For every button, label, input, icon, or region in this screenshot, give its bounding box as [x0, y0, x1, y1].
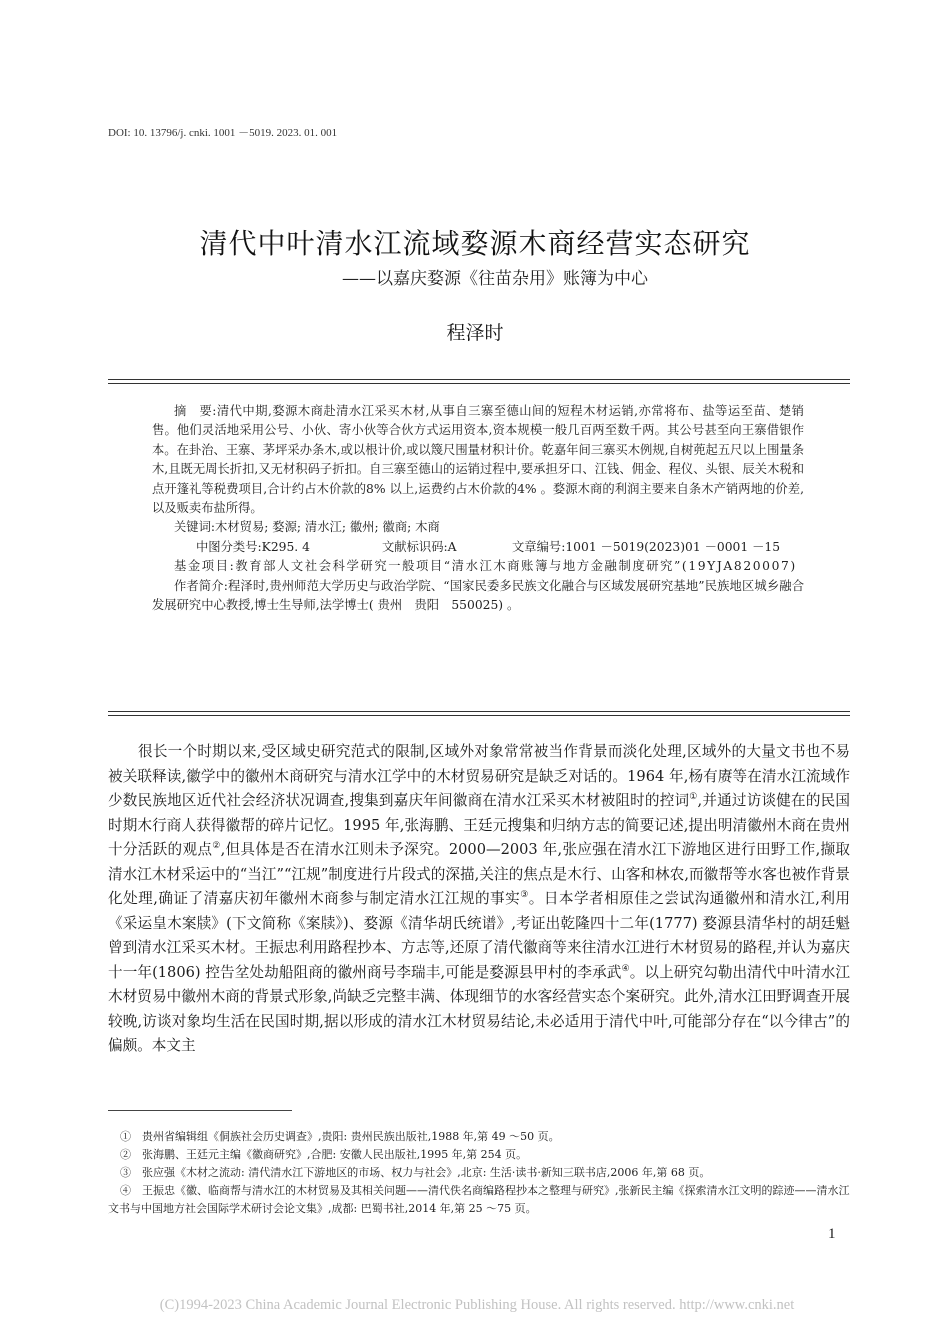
footnote-3: ③ 张应强《木材之流动: 清代清水江下游地区的市场、权力与社会》,北京: 生活·读书·新知三联书店,2006 年,第 68 页。: [120, 1166, 711, 1179]
article-subtitle: ——以嘉庆婺源《往苗杂用》账簿为中心: [342, 269, 648, 289]
bio-text: 程泽时,贵州师范大学历史与政治学院、“国家民委多民族文化融合与区域发展研究基地”民族地区城乡融合发展研究中心教授,博士生导师,法学博士( 贵州 贵阳 550025) 。: [152, 578, 804, 613]
page-number: 1: [828, 1226, 836, 1242]
body-text-1: 很长一个时期以来,受区域史研究范式的限制,区域外对象常常被当作背景而淡化处理,区域外的大量文书也不易被关联释读,徽学中的徽州木商研究与清水江学中的木材贸易研究是缺乏对话的。1964 年,杨有赓等在清水江流域作少数民族地区近代社会经济状况调查,搜集到嘉庆年间徽商在清水江采买木材被阻时的控词: [108, 743, 850, 809]
top-rule-inner: [108, 383, 850, 384]
clc-label: 中图分类号:: [196, 539, 262, 554]
footnote-ref-3[interactable]: ③: [520, 890, 529, 901]
footnote-4: ④ 王振忠《徽、临商帮与清水江的木材贸易及其相关问题——清代佚名商编路程抄本之整理与研究》,张新民主编《探索清水江文明的踪迹——清水江文书与中国地方社会国际学术研讨会论文集》,成都: 巴蜀书社,2014 年,第 25 ～75 页。: [108, 1184, 850, 1215]
article-title: 清代中叶清水江流域婺源木商经营实态研究: [199, 227, 751, 260]
footnote-1: ① 贵州省编辑组《侗族社会历史调查》,贵阳: 贵州民族出版社,1988 年,第 49 ～50 页。: [120, 1130, 560, 1143]
author-bio: [152, 577, 804, 616]
clc-value: K295. 4: [261, 539, 310, 554]
article-no-label: 文章编号:: [512, 539, 566, 554]
bio-label: 作者简介:: [174, 578, 228, 593]
fund-text: 教育部人文社会科学研究一般项目“清水江木商账簿与地方金融制度研究”(19YJA820007): [235, 559, 797, 574]
abstract: [152, 402, 804, 518]
keywords-text: 木材贸易; 婺源; 清水江; 徽州; 徽商; 木商: [215, 520, 440, 535]
abstract-block: [152, 402, 804, 615]
doc-code-value: A: [447, 539, 457, 554]
classification-row: [152, 538, 804, 557]
body-text-3: ,但具体是否在清水江则未予深究。2000—2003 年,张应强在清水江下游地区进行田野工作,撷取清水江木材采运中的“当江”“江规”制度进行片段式的深描,关注的焦点是木行、山客和林农,而徽帮等水客也被作背景化处理,确证了清嘉庆初年徽州木商参与制定清水江江规的事实: [108, 841, 850, 907]
footnote-2: ② 张海鹏、王廷元主编《徽商研究》,合肥: 安徽人民出版社,1995 年,第 254 页。: [120, 1148, 528, 1161]
abstract-label: 摘 要:: [174, 404, 217, 418]
footnote-ref-2[interactable]: ②: [212, 841, 221, 852]
fund-label: 基金项目:: [174, 559, 236, 574]
body-text-5: 。以上研究勾勒出清代中叶清水江木材贸易中徽州木商的背景式形象,尚缺乏完整丰满、体现细节的水客经营实态个案研究。此外,清水江田野调查开展较晚,访谈对象均生活在民国时期,据以形成的清水江木材贸易结论,未必适用于清代中叶,可能部分存在“以今律古”的偏颇。本文主: [108, 963, 850, 1054]
body-paragraph: [108, 740, 850, 1059]
footnotes: [108, 1128, 850, 1218]
abstract-text: 清代中期,婺源木商赴清水江采买木材,从事自三寨至德山间的短程木材运销,亦常将布、盐等运至苗、楚销售。他们灵活地采用公号、小伙、寄小伙等合伙方式运用资本,资本规模一般几百两至数千两。其公号甚至向王寨借银作本。在卦治、王寨、茅坪采办条木,或以根计价,或以篾尺围量材积计价。乾嘉年间三寨买木例规,自树蔸起五尺以上围量条木,且既无周长折扣,又无材积码子折扣。自三寨至德山的运销过程中,要承担牙口、江钱、佣金、程仪、头银、辰关木税和点开篷礼等税费项目,合计约占木价款的8% 以上,运费约占木价款的4% 。婺源木商的利润主要来自条木产销两地的价差,以及贩卖布盐所得。: [152, 404, 804, 516]
fund: [152, 557, 804, 576]
article-no-value: 1001 －5019(2023)01 －0001 －15: [565, 539, 781, 554]
main-text: [108, 740, 850, 1059]
doi: DOI: 10. 13796/j. cnki. 1001 －5019. 2023. 01. 001: [108, 127, 338, 139]
keywords-label: 关键词:: [174, 520, 216, 535]
top-rule: [108, 379, 850, 380]
footnote-ref-1[interactable]: ①: [689, 792, 698, 803]
bottom-rule-inner: [108, 715, 850, 716]
keywords: [152, 518, 804, 537]
body-text-2: ,并通过访谈健在的民国时期木行商人获得徽帮的碎片记忆。1995 年,张海鹏、王廷元搜集和归纳方志的简要记述,提出明清徽州木商在贵州十分活跃的观点: [108, 792, 850, 858]
footnote-rule: [108, 1110, 292, 1111]
author-name: 程泽时: [446, 322, 504, 344]
copyright-footer: (C)1994-2023 China Academic Journal Electronic Publishing House. All rights reserved. http://www.cnki.net: [159, 1297, 795, 1313]
bottom-rule: [108, 711, 850, 712]
body-text-4: 。日本学者相原佳之尝试沟通徽州和清水江,利用《采运皇木案牍》(下文简称《案牍》)、婺源《清华胡氏统谱》,考证出乾隆四十二年(1777) 婺源县清华村的胡廷魁曾到清水江采买木材。王振忠利用路程抄本、方志等,还原了清代徽商等来往清水江进行木材贸易的路程,并认为嘉庆十一年(1806) 控告坌处劫船阻商的徽州商号李瑞丰,可能是婺源县甲村的李承武: [108, 890, 850, 981]
doc-code-label: 文献标识码:: [382, 539, 448, 554]
footnote-ref-4[interactable]: ④: [621, 963, 630, 974]
